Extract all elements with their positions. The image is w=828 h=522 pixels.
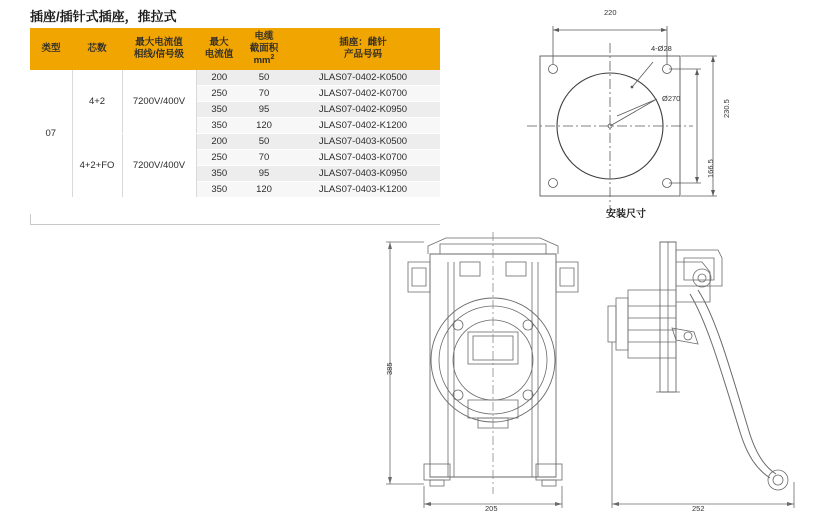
cell-cores: 4+2+FO	[72, 133, 122, 197]
table-row	[30, 133, 440, 149]
dim-mounting-hole-note: 4-Ø28	[651, 44, 672, 53]
col-header-cores: 芯数	[72, 28, 122, 70]
cell-cable-area: 95	[242, 165, 286, 181]
mounting-dimension-drawing	[505, 8, 815, 218]
cell-max-current: 250	[196, 85, 242, 101]
col-header-part-number: 插座：雌针 产品号码	[286, 28, 440, 70]
cell-part-number: JLAS07-0403-K0700	[286, 149, 440, 165]
cell-cable-area: 50	[242, 70, 286, 86]
cell-voltage: 7200V/400V	[122, 70, 196, 134]
cell-max-current: 200	[196, 133, 242, 149]
page-title: 插座/插针式插座，推拉式	[30, 9, 177, 24]
cell-part-number: JLAS07-0402-K0700	[286, 85, 440, 101]
cell-cable-area: 95	[242, 101, 286, 117]
cell-cores: 4+2	[72, 70, 122, 134]
col-header-max-current: 最大 电流值	[196, 28, 242, 70]
cell-part-number: JLAS07-0402-K1200	[286, 117, 440, 133]
cell-max-current: 350	[196, 101, 242, 117]
dim-mounting-width: 220	[604, 8, 617, 17]
cell-part-number: JLAS07-0403-K0950	[286, 165, 440, 181]
table-bottom-tick	[30, 214, 31, 225]
cell-cable-area: 50	[242, 133, 286, 149]
cell-part-number: JLAS07-0402-K0950	[286, 101, 440, 117]
cell-part-number: JLAS07-0402-K0500	[286, 70, 440, 86]
front-view-drawing	[368, 232, 618, 517]
table-body	[30, 70, 440, 198]
cell-type: 07	[30, 70, 72, 198]
cell-cable-area: 120	[242, 181, 286, 197]
cell-max-current: 350	[196, 117, 242, 133]
dim-mounting-height-total: 230.5	[722, 99, 731, 118]
cell-part-number: JLAS07-0403-K1200	[286, 181, 440, 197]
dim-mounting-bolt-circle: Ø270	[662, 94, 681, 103]
table-header	[30, 28, 440, 70]
cell-cable-area: 70	[242, 85, 286, 101]
cell-cable-area: 120	[242, 117, 286, 133]
spec-table	[30, 28, 440, 198]
cell-voltage: 7200V/400V	[122, 133, 196, 197]
cell-cable-area: 70	[242, 149, 286, 165]
side-view-drawing	[598, 232, 823, 517]
dim-front-width: 205	[485, 504, 498, 513]
mounting-drawing-caption: 安装尺寸	[606, 209, 646, 220]
dim-front-height: 385	[385, 362, 394, 375]
table-row	[30, 70, 440, 86]
dim-side-width: 252	[692, 504, 705, 513]
cell-max-current: 250	[196, 149, 242, 165]
cell-max-current: 350	[196, 181, 242, 197]
col-header-max-current-phase: 最大电流值 相线/信号级	[122, 28, 196, 70]
cell-max-current: 200	[196, 70, 242, 86]
dim-mounting-height-partial: 166.5	[706, 159, 715, 178]
spec-table-container	[30, 28, 440, 198]
col-header-type: 类型	[30, 28, 72, 70]
col-header-cable-area: 电缆 截面积 $mm^2$	[242, 28, 286, 70]
table-bottom-rule	[30, 224, 440, 225]
cell-max-current: 350	[196, 165, 242, 181]
cell-part-number: JLAS07-0403-K0500	[286, 133, 440, 149]
